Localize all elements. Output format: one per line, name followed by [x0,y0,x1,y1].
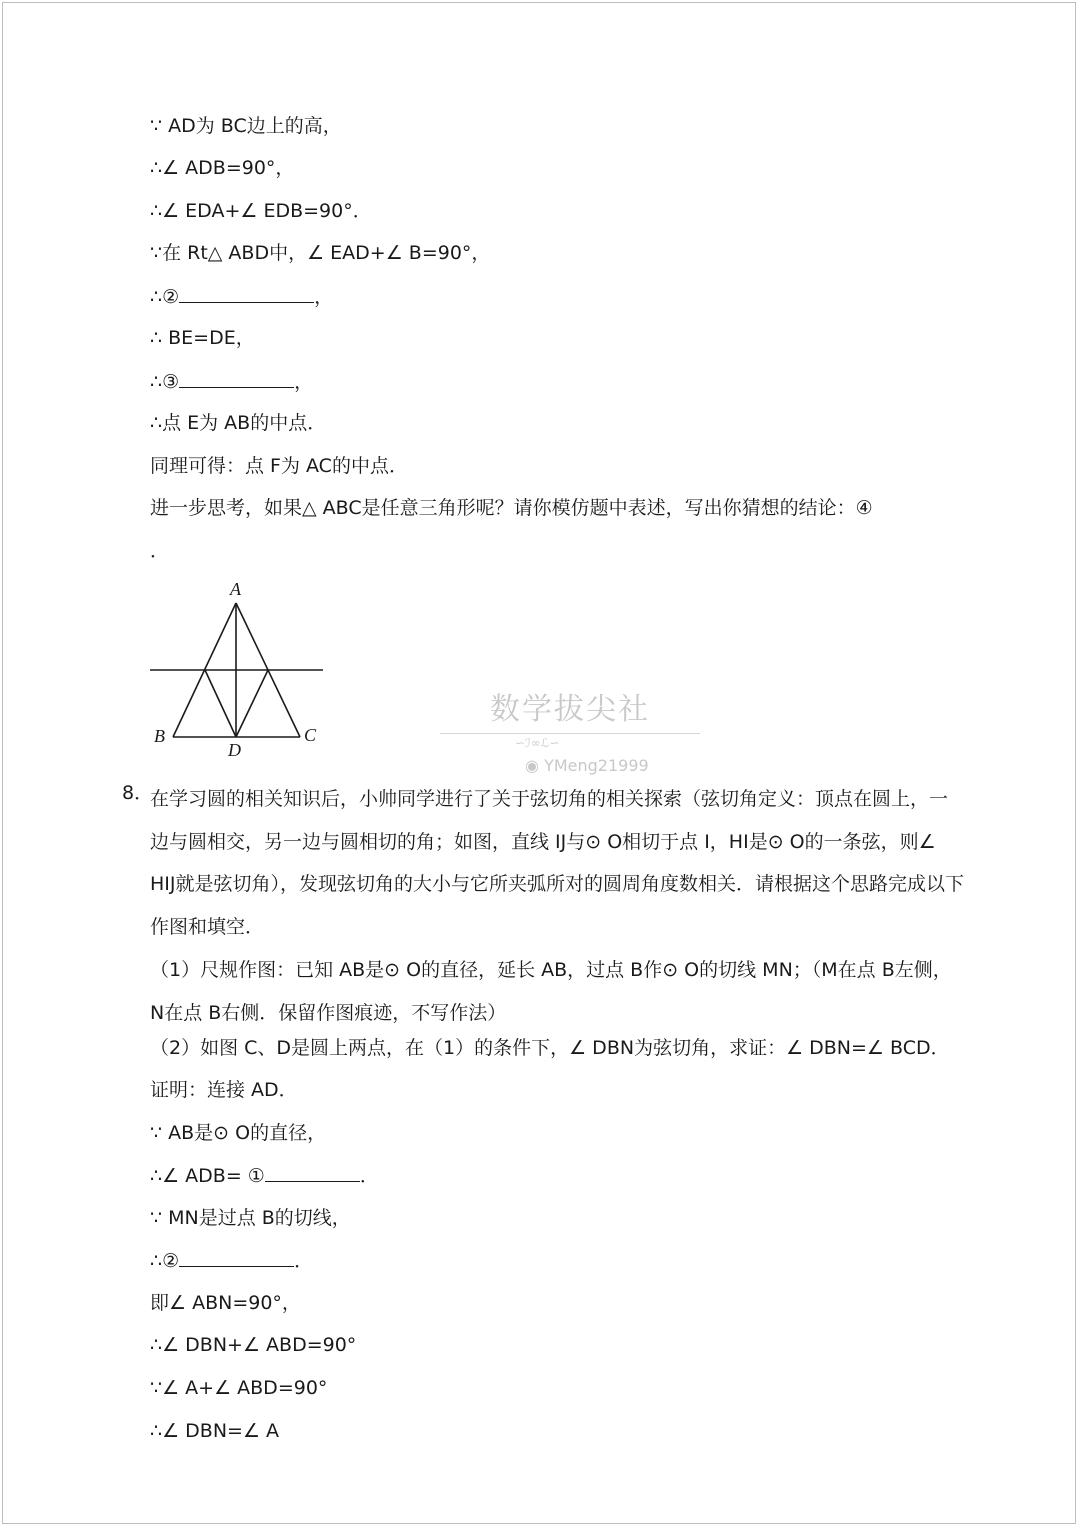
blank-prefix: ∴② [150,1250,180,1272]
question-part-2: （2）如图 C、D是圆上两点，在（1）的条件下，∠ DBN为弦切角，求证：∠ DBN=∠ BCD． [150,1037,950,1059]
proof-line: ∴∠ DBN+∠ ABD=90° [150,1334,357,1356]
proof-line: 同理可得：点 F为 AC的中点． [150,455,408,477]
proof-line: ∴ BE=DE， [150,327,255,349]
blank-prefix: ∴③ [150,371,180,393]
watermark-divider [440,733,700,734]
blank-prefix: ∴② [150,286,180,308]
watermark-title: 数学拔尖社 [490,692,650,727]
proof-line: ∴∠ EDA+∠ EDB=90°． [150,200,372,222]
proof-line: 证明：连接 AD． [150,1079,298,1101]
answer-blank-2 [179,283,314,303]
proof-line: ∵ AD为 BC边上的高， [150,115,342,137]
answer-blank-3 [179,368,294,388]
watermark-ornament: ∽ℐ∞ℒ∽ [515,736,560,750]
question-part-1: （1）尺规作图：已知 AB是⊙ O的直径，延长 AB，过点 B作⊙ O的切线 MN；（M在点 B左侧，N在点 B右侧．保留作图痕迹，不写作法） [150,959,952,1024]
label-d: D [228,740,241,760]
question-stem: 在学习圆的相关知识后，小帅同学进行了关于弦切角的相关探索（弦切角定义：顶点在圆上，一边与圆相交，另一边与圆相切的角；如图，直线 IJ与⊙ O相切于点 I，HI是⊙ O的一条弦，则∠ HIJ就是弦切角），发现弦切角的大小与它所夹弧所对的圆周角度数相关．请根据这个思路完成以下作图和填空． [150,788,964,938]
blank-suffix: ． [359,1165,379,1187]
proof-line: 进一步思考，如果△ ABC是任意三角形呢？请你模仿题中表述，写出你猜想的结论：④ [150,497,873,519]
triangle-figure [145,575,330,765]
proof-line: ∵在 Rt△ ABD中，∠ EAD+∠ B=90°， [150,242,491,264]
watermark-id-text: YMeng21999 [544,756,649,775]
watermark-id [525,756,649,775]
proof-line-blank-2b [150,1247,313,1274]
proof-line: ∵∠ A+∠ ABD=90° [150,1377,328,1399]
answer-blank-2b [179,1247,294,1267]
segment-fd [236,670,268,737]
proof-line: ∵ MN是过点 B的切线， [150,1207,351,1229]
blank-suffix: ， [314,286,334,308]
blank-prefix: ∴∠ ADB= ① [150,1165,265,1187]
proof-line: ∴∠ DBN=∠ A [150,1420,280,1442]
proof-line-blank-1 [150,1162,379,1189]
proof-line-blank-2 [150,283,333,310]
watermark [440,690,700,780]
blank-suffix: ， [294,371,314,393]
chat-icon: ◉ [525,756,539,775]
answer-blank-1 [265,1162,360,1182]
proof-line: 即∠ ABN=90°， [150,1292,301,1314]
proof-line-blank-3 [150,368,313,395]
proof-line: ∴点 E为 AB的中点． [150,412,327,434]
label-b: B [154,726,165,746]
question-number: 8． [122,782,154,804]
label-a: A [230,579,241,599]
proof-line: ∵ AB是⊙ O的直径， [150,1122,327,1144]
segment-ed [205,670,236,737]
label-c: C [304,725,317,745]
blank-suffix: ． [294,1250,314,1272]
proof-line: ∴∠ ADB=90°， [150,157,295,179]
proof-line: ． [150,540,170,562]
